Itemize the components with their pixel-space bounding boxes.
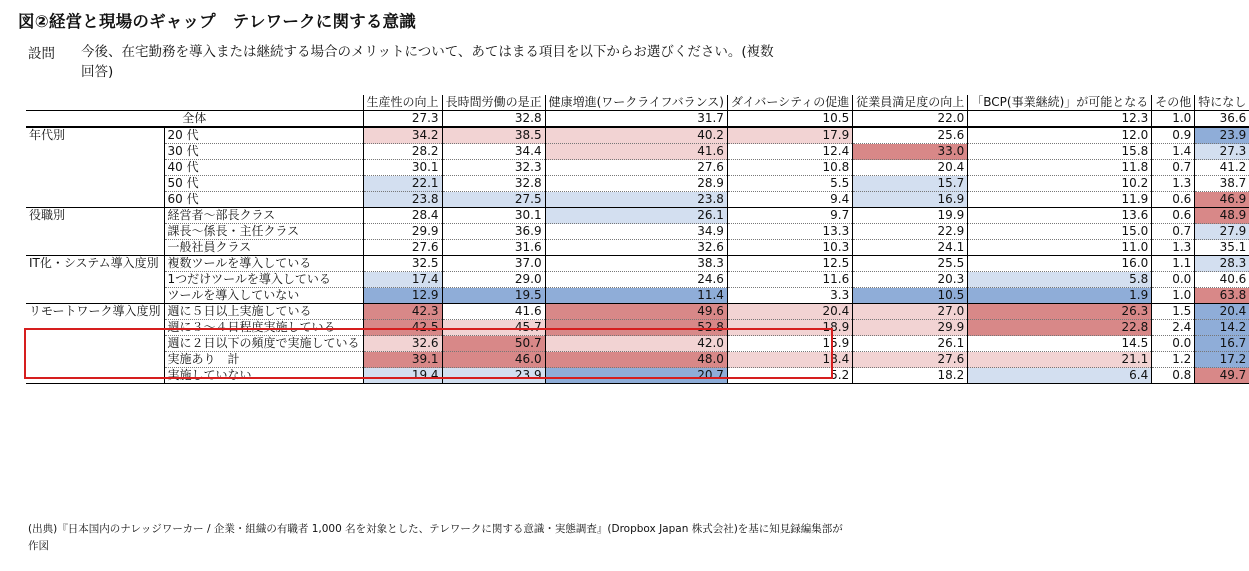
data-cell: 12.0 <box>968 127 1152 144</box>
data-cell: 15.8 <box>968 144 1152 160</box>
data-cell: 36.6 <box>1195 111 1249 128</box>
data-cell: 40.6 <box>1195 272 1249 288</box>
table-row <box>26 240 1249 256</box>
total-row <box>26 111 1249 128</box>
data-cell: 11.6 <box>727 272 852 288</box>
data-cell: 22.8 <box>968 320 1152 336</box>
data-cell: 10.5 <box>727 111 852 128</box>
table-row <box>26 176 1249 192</box>
data-cell: 5.8 <box>968 272 1152 288</box>
row-label: 40 代 <box>164 160 363 176</box>
data-cell: 30.1 <box>442 208 545 224</box>
data-cell: 17.2 <box>1195 352 1249 368</box>
data-cell: 26.3 <box>968 304 1152 320</box>
data-cell: 17.4 <box>363 272 442 288</box>
data-cell: 1.3 <box>1152 240 1195 256</box>
data-cell: 27.0 <box>853 304 968 320</box>
column-header: その他 <box>1152 95 1195 111</box>
data-cell: 18.4 <box>727 352 852 368</box>
data-cell: 23.9 <box>1195 127 1249 144</box>
data-cell: 16.0 <box>968 256 1152 272</box>
data-cell: 10.5 <box>853 288 968 304</box>
data-cell: 32.8 <box>442 176 545 192</box>
data-cell: 24.1 <box>853 240 968 256</box>
data-cell: 32.5 <box>363 256 442 272</box>
data-cell: 22.0 <box>853 111 968 128</box>
data-cell: 27.9 <box>1195 224 1249 240</box>
data-cell: 19.9 <box>853 208 968 224</box>
table-row <box>26 288 1249 304</box>
data-cell: 38.7 <box>1195 176 1249 192</box>
data-cell: 10.3 <box>727 240 852 256</box>
data-cell: 31.6 <box>442 240 545 256</box>
data-cell: 0.9 <box>1152 127 1195 144</box>
data-cell: 12.4 <box>727 144 852 160</box>
data-cell: 28.3 <box>1195 256 1249 272</box>
header-blank <box>26 95 164 111</box>
data-cell: 34.9 <box>545 224 727 240</box>
data-cell: 27.6 <box>545 160 727 176</box>
row-label: 実施していない <box>164 368 363 384</box>
data-cell: 1.3 <box>1152 176 1195 192</box>
row-label: 30 代 <box>164 144 363 160</box>
column-header: ダイバーシティの促進 <box>727 95 852 111</box>
table-row <box>26 256 1249 272</box>
data-cell: 22.9 <box>853 224 968 240</box>
data-cell: 63.8 <box>1195 288 1249 304</box>
row-label: 複数ツールを導入している <box>164 256 363 272</box>
data-cell: 23.8 <box>545 192 727 208</box>
data-cell: 32.8 <box>442 111 545 128</box>
highlight-box-position <box>24 328 833 379</box>
data-cell: 0.6 <box>1152 192 1195 208</box>
column-header: 「BCP(事業継続)」が可能となる <box>968 95 1152 111</box>
row-label: 一般社員クラス <box>164 240 363 256</box>
data-cell: 16.7 <box>1195 336 1249 352</box>
data-cell: 29.9 <box>363 224 442 240</box>
data-cell: 25.5 <box>853 256 968 272</box>
data-cell: 10.8 <box>727 160 852 176</box>
data-cell: 32.3 <box>442 160 545 176</box>
data-cell: 39.1 <box>363 352 442 368</box>
row-label: ツールを導入していない <box>164 288 363 304</box>
group-label: リモートワーク導入度別 <box>26 304 164 384</box>
data-cell: 38.3 <box>545 256 727 272</box>
data-cell: 15.9 <box>727 336 852 352</box>
data-cell: 27.6 <box>853 352 968 368</box>
data-cell: 1.9 <box>968 288 1152 304</box>
row-label: 経営者～部長クラス <box>164 208 363 224</box>
data-cell: 28.2 <box>363 144 442 160</box>
data-cell: 0.0 <box>1152 272 1195 288</box>
row-label: 20 代 <box>164 127 363 144</box>
group-label: IT化・システム導入度別 <box>26 256 164 304</box>
data-cell: 49.7 <box>1195 368 1249 384</box>
data-cell: 20.4 <box>1195 304 1249 320</box>
data-cell: 29.0 <box>442 272 545 288</box>
table-row <box>26 192 1249 208</box>
data-cell: 32.6 <box>545 240 727 256</box>
data-cell: 48.9 <box>1195 208 1249 224</box>
data-cell: 1.0 <box>1152 288 1195 304</box>
data-cell: 14.2 <box>1195 320 1249 336</box>
data-cell: 23.8 <box>363 192 442 208</box>
data-cell: 46.0 <box>442 352 545 368</box>
data-cell: 15.0 <box>968 224 1152 240</box>
data-cell: 5.5 <box>727 176 852 192</box>
data-cell: 5.2 <box>727 368 852 384</box>
data-cell: 11.0 <box>968 240 1152 256</box>
data-cell: 19.5 <box>442 288 545 304</box>
data-cell: 13.6 <box>968 208 1152 224</box>
data-cell: 27.3 <box>1195 144 1249 160</box>
question-text: 今後、在宅勤務を導入または継続する場合のメリットについて、あてはまる項目を以下からお選びください。(複数回答) <box>81 44 774 80</box>
data-cell: 0.6 <box>1152 208 1195 224</box>
data-cell: 0.0 <box>1152 336 1195 352</box>
data-cell: 34.2 <box>363 127 442 144</box>
data-cell: 26.1 <box>545 208 727 224</box>
data-cell: 1.0 <box>1152 111 1195 128</box>
data-cell: 52.8 <box>545 320 727 336</box>
data-cell: 10.2 <box>968 176 1152 192</box>
row-label: 50 代 <box>164 176 363 192</box>
data-cell: 42.3 <box>363 304 442 320</box>
data-cell: 20.3 <box>853 272 968 288</box>
data-cell: 1.4 <box>1152 144 1195 160</box>
table-row <box>26 127 1249 144</box>
row-label: 週に２日以下の頻度で実施している <box>164 336 363 352</box>
data-cell: 26.1 <box>853 336 968 352</box>
column-header: 生産性の向上 <box>363 95 442 111</box>
data-cell: 30.1 <box>363 160 442 176</box>
data-cell: 11.4 <box>545 288 727 304</box>
row-label-total: 全体 <box>26 111 363 128</box>
data-cell: 16.9 <box>853 192 968 208</box>
data-cell: 23.9 <box>442 368 545 384</box>
data-cell: 19.4 <box>363 368 442 384</box>
row-label: 課長～係長・主任クラス <box>164 224 363 240</box>
data-cell: 9.7 <box>727 208 852 224</box>
table-row <box>26 208 1249 224</box>
source-note: (出典)『日本国内のナレッジワーカー / 企業・組織の有職者 1,000 名を対象とした、テレワークに関する意識・実態調査』(Dropbox Japan 株式会社)を基に知見録編集部が作図 <box>28 523 843 552</box>
data-cell: 0.8 <box>1152 368 1195 384</box>
data-cell: 1.5 <box>1152 304 1195 320</box>
data-cell: 37.0 <box>442 256 545 272</box>
data-cell: 11.8 <box>968 160 1152 176</box>
table-row <box>26 224 1249 240</box>
data-cell: 35.1 <box>1195 240 1249 256</box>
table-row <box>26 144 1249 160</box>
data-cell: 28.9 <box>545 176 727 192</box>
data-cell: 20.7 <box>545 368 727 384</box>
data-cell: 0.7 <box>1152 224 1195 240</box>
data-cell: 12.3 <box>968 111 1152 128</box>
row-label: 週に３～４日程度実施している <box>164 320 363 336</box>
data-cell: 0.7 <box>1152 160 1195 176</box>
header-blank <box>164 95 363 111</box>
data-cell: 48.0 <box>545 352 727 368</box>
column-header: 健康増進(ワークライフバランス) <box>545 95 727 111</box>
data-cell: 12.5 <box>727 256 852 272</box>
data-cell: 20.4 <box>727 304 852 320</box>
data-cell: 27.3 <box>363 111 442 128</box>
data-cell: 6.4 <box>968 368 1152 384</box>
data-cell: 28.4 <box>363 208 442 224</box>
data-cell: 40.2 <box>545 127 727 144</box>
row-label: 60 代 <box>164 192 363 208</box>
data-cell: 11.9 <box>968 192 1152 208</box>
data-cell: 42.0 <box>545 336 727 352</box>
data-cell: 12.9 <box>363 288 442 304</box>
data-cell: 22.1 <box>363 176 442 192</box>
data-cell: 33.0 <box>853 144 968 160</box>
figure-title: 図②経営と現場のギャップ テレワークに関する意識 <box>18 12 416 31</box>
data-cell: 29.9 <box>853 320 968 336</box>
column-header: 従業員満足度の向上 <box>853 95 968 111</box>
data-cell: 45.7 <box>442 320 545 336</box>
data-cell: 9.4 <box>727 192 852 208</box>
data-cell: 15.7 <box>853 176 968 192</box>
data-cell: 27.5 <box>442 192 545 208</box>
data-cell: 32.6 <box>363 336 442 352</box>
data-cell: 25.6 <box>853 127 968 144</box>
data-cell: 3.3 <box>727 288 852 304</box>
table-row <box>26 304 1249 320</box>
data-cell: 49.6 <box>545 304 727 320</box>
data-cell: 1.1 <box>1152 256 1195 272</box>
data-cell: 41.6 <box>442 304 545 320</box>
data-cell: 2.4 <box>1152 320 1195 336</box>
table-row <box>26 160 1249 176</box>
data-cell: 21.1 <box>968 352 1152 368</box>
data-cell: 46.9 <box>1195 192 1249 208</box>
row-label: 実施あり 計 <box>164 352 363 368</box>
data-cell: 24.6 <box>545 272 727 288</box>
row-label: 週に５日以上実施している <box>164 304 363 320</box>
group-label: 役職別 <box>26 208 164 256</box>
data-cell: 42.5 <box>363 320 442 336</box>
data-cell: 31.7 <box>545 111 727 128</box>
data-cell: 1.2 <box>1152 352 1195 368</box>
header-row <box>26 95 1249 111</box>
data-cell: 17.9 <box>727 127 852 144</box>
data-cell: 38.5 <box>442 127 545 144</box>
data-cell: 41.2 <box>1195 160 1249 176</box>
data-cell: 14.5 <box>968 336 1152 352</box>
data-cell: 20.4 <box>853 160 968 176</box>
data-cell: 18.9 <box>727 320 852 336</box>
group-label: 年代別 <box>26 127 164 208</box>
data-cell: 27.6 <box>363 240 442 256</box>
column-header: 特になし <box>1195 95 1249 111</box>
data-cell: 18.2 <box>853 368 968 384</box>
data-cell: 34.4 <box>442 144 545 160</box>
question-label: 設問 <box>28 46 55 62</box>
data-cell: 50.7 <box>442 336 545 352</box>
data-cell: 41.6 <box>545 144 727 160</box>
data-cell: 13.3 <box>727 224 852 240</box>
data-cell: 36.9 <box>442 224 545 240</box>
column-header: 長時間労働の是正 <box>442 95 545 111</box>
row-label: 1つだけツールを導入している <box>164 272 363 288</box>
table-row <box>26 272 1249 288</box>
